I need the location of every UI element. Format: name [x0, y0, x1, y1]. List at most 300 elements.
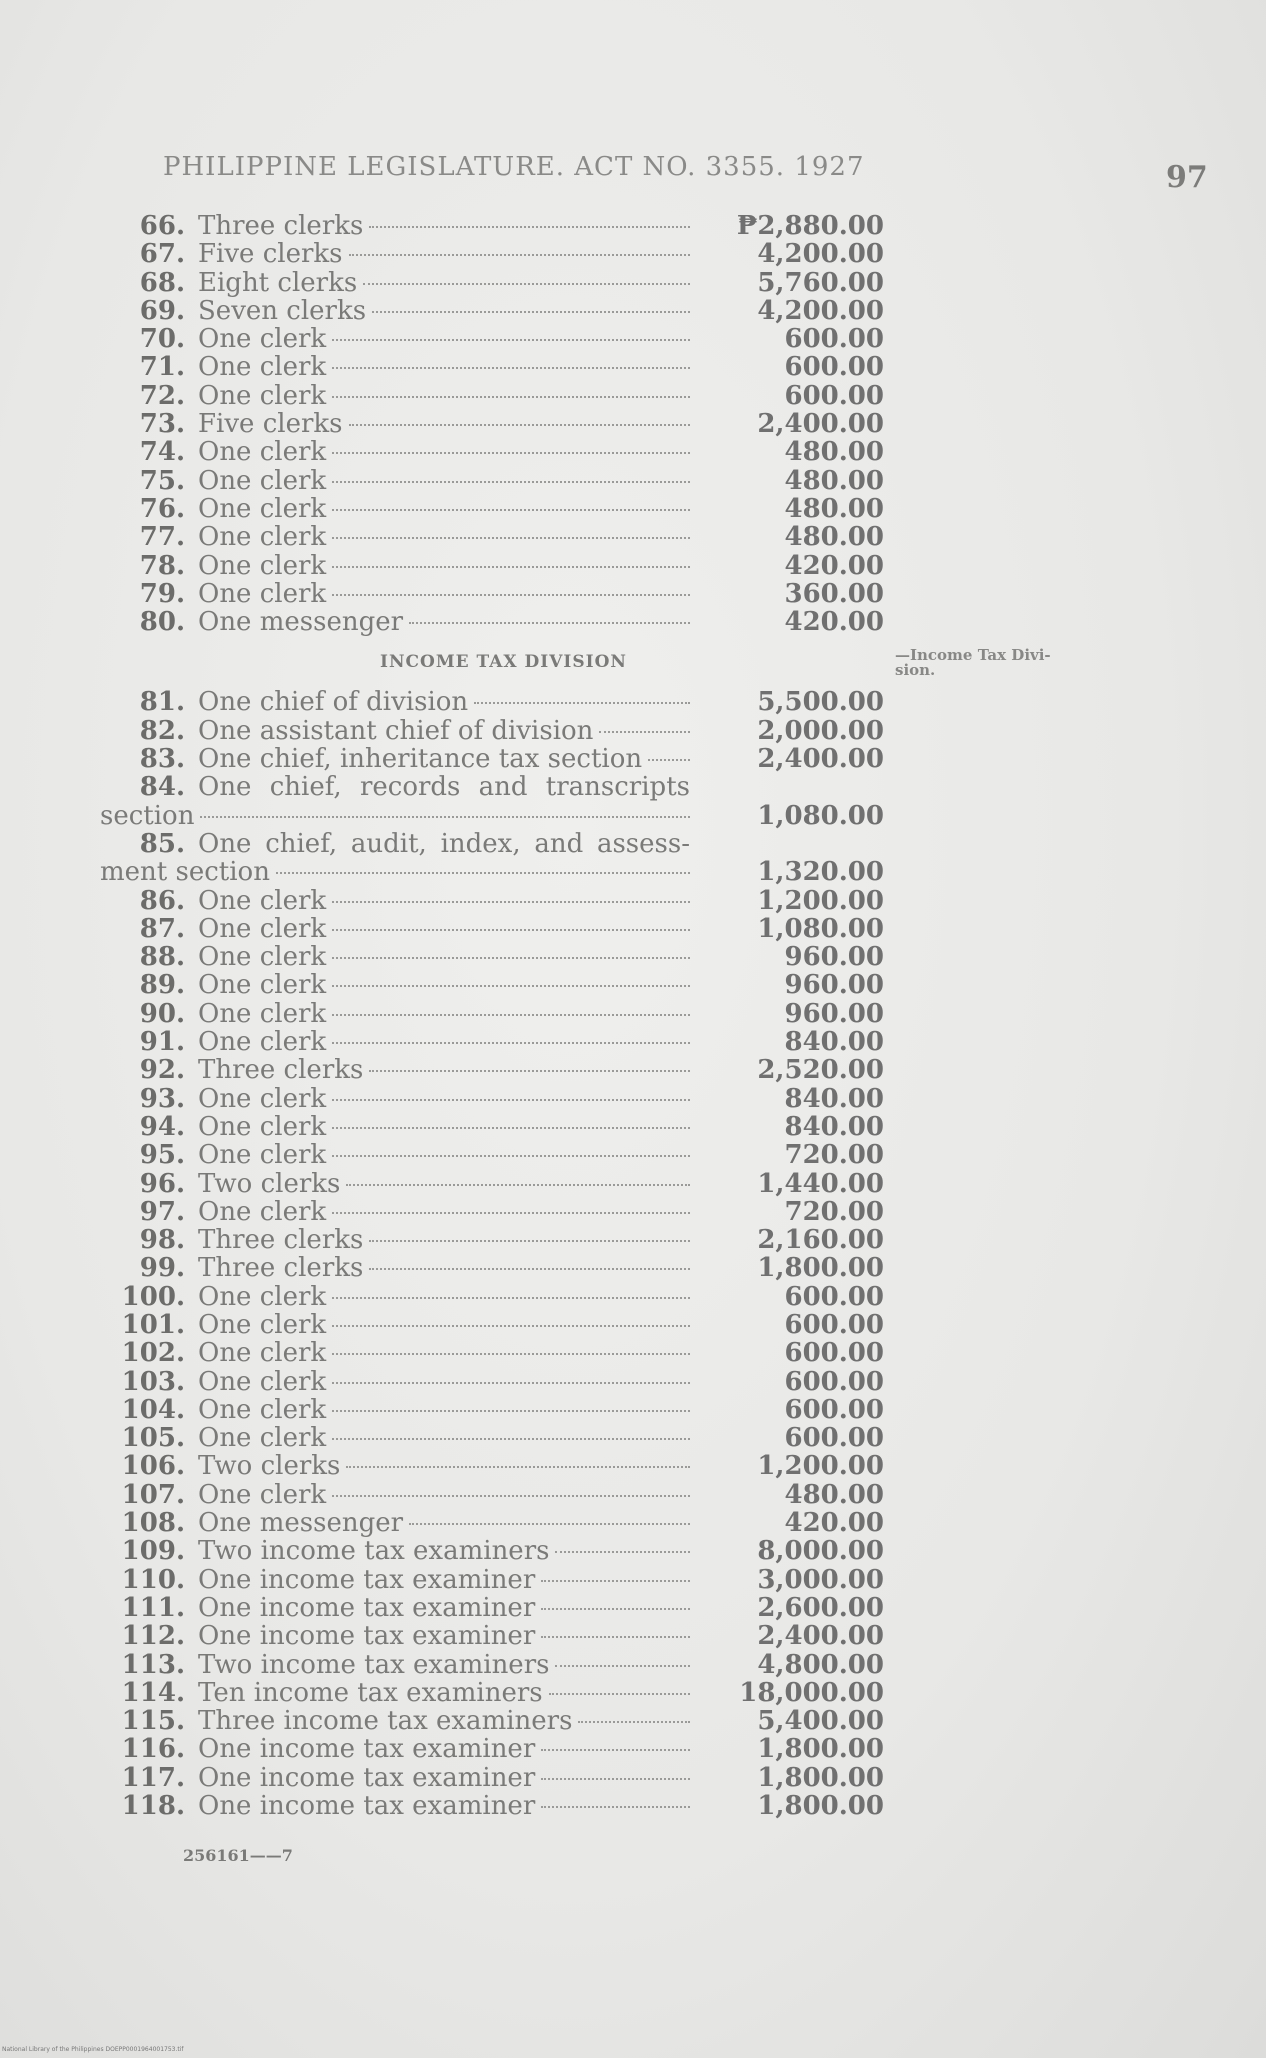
- leader-dots: [332, 339, 690, 341]
- item-number: 104.: [121, 1394, 185, 1425]
- word: and: [478, 772, 528, 803]
- item-amount: 480.00: [784, 437, 884, 468]
- item-amount: 1,800.00: [757, 1791, 884, 1822]
- item-amount: 600.00: [784, 1338, 884, 1369]
- list-item: [0, 915, 1266, 943]
- item-text: Eight clerks: [198, 267, 358, 298]
- item-number: 78.: [139, 550, 185, 581]
- item-number: 102.: [121, 1338, 185, 1369]
- leader-dots: [599, 731, 690, 733]
- item-number: 107.: [121, 1479, 185, 1510]
- item-amount: 360.00: [784, 578, 884, 609]
- item-description: [198, 773, 690, 801]
- income-tax-division-heading: [0, 636, 1266, 688]
- list-item: [0, 1056, 1266, 1084]
- item-amount: 720.00: [784, 1140, 884, 1171]
- item-description: [198, 608, 690, 636]
- item-description: [198, 1226, 690, 1254]
- item-number: 106.: [121, 1451, 185, 1482]
- leader-dots: [474, 702, 690, 704]
- leader-dots: [363, 283, 690, 285]
- leader-dots: [555, 1551, 690, 1553]
- item-amount: 1,200.00: [757, 885, 884, 916]
- list-item: [0, 467, 1266, 495]
- list-item: [0, 971, 1266, 999]
- leader-dots: [332, 1438, 690, 1440]
- item-amount: 600.00: [784, 324, 884, 355]
- item-description: [198, 467, 690, 495]
- list-item: [0, 438, 1266, 466]
- item-number: 84.: [139, 772, 185, 803]
- word: index,: [440, 828, 521, 859]
- item-number: 94.: [139, 1111, 185, 1142]
- item-number: 108.: [121, 1508, 185, 1539]
- item-amount: 600.00: [784, 380, 884, 411]
- item-amount: 5,400.00: [757, 1706, 884, 1737]
- item-amount: 4,800.00: [757, 1649, 884, 1680]
- leader-dots: [332, 1127, 690, 1129]
- leader-dots: [541, 1580, 690, 1582]
- item-text: One clerk: [198, 1281, 327, 1312]
- leader-dots: [332, 1212, 690, 1214]
- list-item: [0, 269, 1266, 297]
- leader-dots: [332, 957, 690, 959]
- item-text: One clerk: [198, 1423, 327, 1454]
- item-amount: 600.00: [784, 1281, 884, 1312]
- item-text: Three clerks: [198, 1253, 364, 1284]
- item-amount: 600.00: [784, 1394, 884, 1425]
- item-amount: 5,760.00: [757, 267, 884, 298]
- section-title: INCOME TAX DIVISION: [380, 652, 627, 673]
- leader-dots: [332, 1014, 690, 1016]
- item-text: One income tax examiner: [198, 1791, 536, 1822]
- item-amount: 600.00: [784, 1423, 884, 1454]
- division-officers-list: [0, 688, 1266, 773]
- list-item-85-continued: [0, 858, 1266, 886]
- item-description: [198, 1113, 690, 1141]
- item-number: 103.: [121, 1366, 185, 1397]
- item-number: 95.: [139, 1140, 185, 1171]
- item-text: One clerk: [198, 465, 327, 496]
- leader-dots: [555, 1665, 690, 1667]
- item-description: [198, 1056, 690, 1084]
- leader-dots: [332, 537, 690, 539]
- list-item: [0, 297, 1266, 325]
- list-item: [0, 1170, 1266, 1198]
- item-text: One clerk: [198, 437, 327, 468]
- leader-dots: [346, 1466, 690, 1468]
- division-staff-list: [0, 887, 1266, 1821]
- leader-dots: [332, 367, 690, 369]
- list-item: [0, 1198, 1266, 1226]
- item-text: Three clerks: [198, 211, 364, 241]
- printer-signature: 256161——7: [183, 1846, 293, 1865]
- item-number: 109.: [121, 1536, 185, 1567]
- item-amount: 2,160.00: [757, 1225, 884, 1256]
- list-item: [0, 943, 1266, 971]
- item-number: 88.: [139, 942, 185, 973]
- item-description: [198, 1000, 690, 1028]
- item-number: 82.: [139, 715, 185, 746]
- list-item: [0, 745, 1266, 773]
- list-item: [0, 717, 1266, 745]
- item-number: 72.: [139, 380, 185, 411]
- item-description: [198, 1141, 690, 1169]
- item-number: 118.: [121, 1791, 185, 1822]
- list-item: [0, 240, 1266, 268]
- leader-dots: [332, 509, 690, 511]
- item-text: One clerk: [198, 885, 327, 916]
- item-description: [198, 552, 690, 580]
- item-amount: 600.00: [784, 1366, 884, 1397]
- item-text: Ten income tax examiners: [198, 1677, 543, 1708]
- item-number: 79.: [139, 578, 185, 609]
- item-text: One clerk: [198, 352, 327, 383]
- item-description: [198, 1679, 690, 1707]
- item-description: [198, 1622, 690, 1650]
- item-description: [198, 1283, 690, 1311]
- item-number: 76.: [139, 493, 185, 524]
- list-item: [0, 887, 1266, 915]
- item-amount: 840.00: [784, 1027, 884, 1058]
- item-number: 75.: [139, 465, 185, 496]
- leader-dots: [349, 424, 691, 426]
- leader-dots: [369, 1240, 690, 1242]
- list-item: [0, 523, 1266, 551]
- item-number: 69.: [139, 295, 185, 326]
- item-text: One messenger: [198, 1508, 404, 1539]
- item-text: section: [100, 800, 195, 831]
- item-amount: 600.00: [784, 352, 884, 383]
- list-item-84: [0, 773, 1266, 801]
- item-amount: 420.00: [784, 607, 884, 638]
- item-number: 81.: [139, 687, 185, 718]
- list-item: [0, 1651, 1266, 1679]
- item-amount: 2,400.00: [757, 409, 884, 440]
- item-text: One clerk: [198, 998, 327, 1029]
- item-amount: 720.00: [784, 1196, 884, 1227]
- item-description: [198, 353, 690, 381]
- item-description: [198, 1707, 690, 1735]
- item-number: 85.: [139, 828, 185, 859]
- leader-dots: [369, 1268, 690, 1270]
- item-description: [198, 382, 690, 410]
- item-number: 97.: [139, 1196, 185, 1227]
- leader-dots: [332, 1155, 690, 1157]
- item-text: One income tax examiner: [198, 1621, 536, 1652]
- item-amount: 2,400.00: [757, 744, 884, 775]
- item-text: One clerk: [198, 1027, 327, 1058]
- item-text: One income tax examiner: [198, 1564, 536, 1595]
- scan-credit: National Library of the Philippines DOEPP0001964001753.tif: [2, 2046, 184, 2053]
- leader-dots: [369, 226, 690, 228]
- item-amount: 4,200.00: [757, 295, 884, 326]
- list-item: [0, 1311, 1266, 1339]
- list-item: [0, 580, 1266, 608]
- item-number: 71.: [139, 352, 185, 383]
- item-text: One messenger: [198, 607, 404, 638]
- item-amount: 3,000.00: [757, 1564, 884, 1595]
- item-description: [198, 1028, 690, 1056]
- item-number: 83.: [139, 744, 185, 775]
- item-amount: 420.00: [784, 550, 884, 581]
- item-text: One clerk: [198, 970, 327, 1001]
- item-description: [198, 830, 690, 858]
- item-description: [198, 1424, 690, 1452]
- item-amount: 480.00: [784, 1479, 884, 1510]
- leader-dots: [409, 622, 690, 624]
- item-amount: 2,600.00: [757, 1592, 884, 1623]
- item-text: One assistant chief of division: [198, 715, 594, 746]
- list-item: [0, 1141, 1266, 1169]
- leader-dots: [541, 1806, 690, 1808]
- leader-dots: [409, 1523, 690, 1525]
- list-item: [0, 1679, 1266, 1707]
- item-number: 67.: [139, 239, 185, 270]
- leader-dots: [332, 1325, 690, 1327]
- leader-dots: [332, 1382, 690, 1384]
- leader-dots: [276, 872, 690, 874]
- leader-dots: [332, 452, 690, 454]
- item-description: [198, 1481, 690, 1509]
- item-text: One clerk: [198, 1309, 327, 1340]
- item-text: Two income tax examiners: [198, 1649, 550, 1680]
- leader-dots: [541, 1608, 690, 1610]
- list-item: [0, 382, 1266, 410]
- item-number: 100.: [121, 1281, 185, 1312]
- item-number: 99.: [139, 1253, 185, 1284]
- item-description: [198, 717, 690, 745]
- item-description: [100, 858, 690, 886]
- list-item: [0, 1792, 1266, 1820]
- item-number: 87.: [139, 913, 185, 944]
- item-amount: 1,320.00: [757, 857, 884, 888]
- item-number: 101.: [121, 1309, 185, 1340]
- item-amount: 1,800.00: [757, 1762, 884, 1793]
- item-description: [198, 523, 690, 551]
- appropriation-list: [0, 212, 1266, 1820]
- list-item: [0, 410, 1266, 438]
- item-text: One clerk: [198, 380, 327, 411]
- list-item: [0, 1481, 1266, 1509]
- item-text: One clerk: [198, 1196, 327, 1227]
- item-text: One clerk: [198, 550, 327, 581]
- item-number: 70.: [139, 324, 185, 355]
- item-description: [198, 745, 690, 773]
- item-description: [198, 240, 690, 268]
- item-amount: 480.00: [784, 522, 884, 553]
- item-text: One clerk: [198, 1479, 327, 1510]
- item-number: 116.: [121, 1734, 185, 1765]
- item-description: [198, 1566, 690, 1594]
- list-item: [0, 1707, 1266, 1735]
- item-number: 117.: [121, 1762, 185, 1793]
- item-description: [198, 1735, 690, 1763]
- word: One: [198, 772, 252, 803]
- item-number: 73.: [139, 409, 185, 440]
- item-number: 74.: [139, 437, 185, 468]
- leader-dots: [332, 929, 690, 931]
- item-text: One chief, inheritance tax section: [198, 744, 643, 775]
- item-number: 92.: [139, 1055, 185, 1086]
- list-item: [0, 353, 1266, 381]
- item-number: 93.: [139, 1083, 185, 1114]
- item-text: One clerk: [198, 522, 327, 553]
- margin-note-line: —Income Tax Divi-: [895, 646, 1051, 665]
- item-amount: 18,000.00: [739, 1677, 884, 1708]
- leader-dots: [349, 254, 691, 256]
- item-text: One income tax examiner: [198, 1762, 536, 1793]
- leader-dots: [346, 1184, 690, 1186]
- page-number: 97: [1166, 160, 1208, 195]
- leader-dots: [332, 566, 690, 568]
- item-number: 77.: [139, 522, 185, 553]
- item-description: [198, 1198, 690, 1226]
- item-number: 112.: [121, 1621, 185, 1652]
- word: assess-: [596, 828, 690, 859]
- item-amount: ₱2,880.00: [736, 211, 884, 241]
- item-description: [198, 688, 690, 716]
- list-item: [0, 1509, 1266, 1537]
- list-item: [0, 552, 1266, 580]
- list-item: [0, 1283, 1266, 1311]
- margin-note: [895, 648, 1095, 678]
- item-text: One clerk: [198, 1111, 327, 1142]
- leader-dots: [541, 1778, 690, 1780]
- item-description: [198, 1396, 690, 1424]
- list-item: [0, 1368, 1266, 1396]
- item-amount: 1,800.00: [757, 1734, 884, 1765]
- item-amount: 960.00: [784, 970, 884, 1001]
- list-item: [0, 1764, 1266, 1792]
- item-description: [100, 802, 690, 830]
- item-text: Three clerks: [198, 1055, 364, 1086]
- item-number: 90.: [139, 998, 185, 1029]
- leader-dots: [541, 1636, 690, 1638]
- leader-dots: [549, 1693, 690, 1695]
- item-number: 86.: [139, 885, 185, 916]
- word: records: [359, 772, 461, 803]
- item-text: One clerk: [198, 578, 327, 609]
- item-number: 91.: [139, 1027, 185, 1058]
- item-description: [198, 495, 690, 523]
- list-item-85: [0, 830, 1266, 858]
- list-item: [0, 495, 1266, 523]
- list-item: [0, 1254, 1266, 1282]
- leader-dots: [332, 594, 690, 596]
- item-number: 115.: [121, 1706, 185, 1737]
- list-item: [0, 1000, 1266, 1028]
- list-item: [0, 212, 1266, 240]
- item-text: Two clerks: [198, 1451, 341, 1482]
- item-number: 111.: [121, 1592, 185, 1623]
- list-item: [0, 1537, 1266, 1565]
- item-amount: 4,200.00: [757, 239, 884, 270]
- leader-dots: [200, 816, 690, 818]
- item-amount: 480.00: [784, 493, 884, 524]
- leader-dots: [332, 396, 690, 398]
- item-description: [198, 580, 690, 608]
- word: chief,: [265, 828, 338, 859]
- item-text: Two clerks: [198, 1168, 341, 1199]
- running-header: PHILIPPINE LEGISLATURE. ACT NO. 3355. 1927: [163, 152, 865, 182]
- list-item: [0, 325, 1266, 353]
- item-number: 80.: [139, 607, 185, 638]
- word: audit,: [350, 828, 427, 859]
- leader-dots: [332, 1495, 690, 1497]
- item-text: One clerk: [198, 1338, 327, 1369]
- word: One: [198, 828, 252, 859]
- leader-dots: [541, 1749, 690, 1751]
- item-text: One clerk: [198, 1366, 327, 1397]
- item-description: [198, 410, 690, 438]
- item-description: [198, 1537, 690, 1565]
- item-text: One clerk: [198, 1394, 327, 1425]
- item-description: [198, 971, 690, 999]
- item-description: [198, 212, 690, 240]
- item-description: [198, 1509, 690, 1537]
- item-text: One clerk: [198, 913, 327, 944]
- item-description: [198, 943, 690, 971]
- clerks-list: [0, 212, 1266, 636]
- item-number: 110.: [121, 1564, 185, 1595]
- leader-dots: [332, 481, 690, 483]
- item-text: One clerk: [198, 942, 327, 973]
- list-item: [0, 1424, 1266, 1452]
- item-text: Five clerks: [198, 239, 343, 270]
- list-item: [0, 1226, 1266, 1254]
- item-description: [198, 1085, 690, 1113]
- item-amount: 960.00: [784, 998, 884, 1029]
- list-item: [0, 1085, 1266, 1113]
- margin-note-line: sion.: [895, 661, 936, 680]
- item-number: 114.: [121, 1677, 185, 1708]
- word: and: [534, 828, 584, 859]
- item-amount: 1,080.00: [757, 913, 884, 944]
- item-amount: 960.00: [784, 942, 884, 973]
- item-text: One clerk: [198, 324, 327, 355]
- item-text: Seven clerks: [198, 295, 367, 326]
- item-description: [198, 1170, 690, 1198]
- item-text: One chief of division: [198, 687, 469, 718]
- item-description: [198, 269, 690, 297]
- item-amount: 1,800.00: [757, 1253, 884, 1284]
- item-number: 89.: [139, 970, 185, 1001]
- list-item-84-continued: [0, 802, 1266, 830]
- item-amount: 1,200.00: [757, 1451, 884, 1482]
- list-item: [0, 1028, 1266, 1056]
- list-item: [0, 1735, 1266, 1763]
- list-item: [0, 1339, 1266, 1367]
- list-item: [0, 1113, 1266, 1141]
- item-description: [198, 1594, 690, 1622]
- item-description: [198, 1311, 690, 1339]
- word: chief,: [269, 772, 342, 803]
- item-number: 98.: [139, 1225, 185, 1256]
- item-amount: 8,000.00: [757, 1536, 884, 1567]
- item-text: Five clerks: [198, 409, 343, 440]
- list-item: [0, 1566, 1266, 1594]
- item-number: 66.: [139, 211, 185, 241]
- item-description: [198, 1339, 690, 1367]
- leader-dots: [332, 1297, 690, 1299]
- leader-dots: [578, 1721, 690, 1723]
- item-amount: 2,520.00: [757, 1055, 884, 1086]
- leader-dots: [332, 1042, 690, 1044]
- list-item: [0, 608, 1266, 636]
- item-amount: 840.00: [784, 1083, 884, 1114]
- item-description: [198, 1764, 690, 1792]
